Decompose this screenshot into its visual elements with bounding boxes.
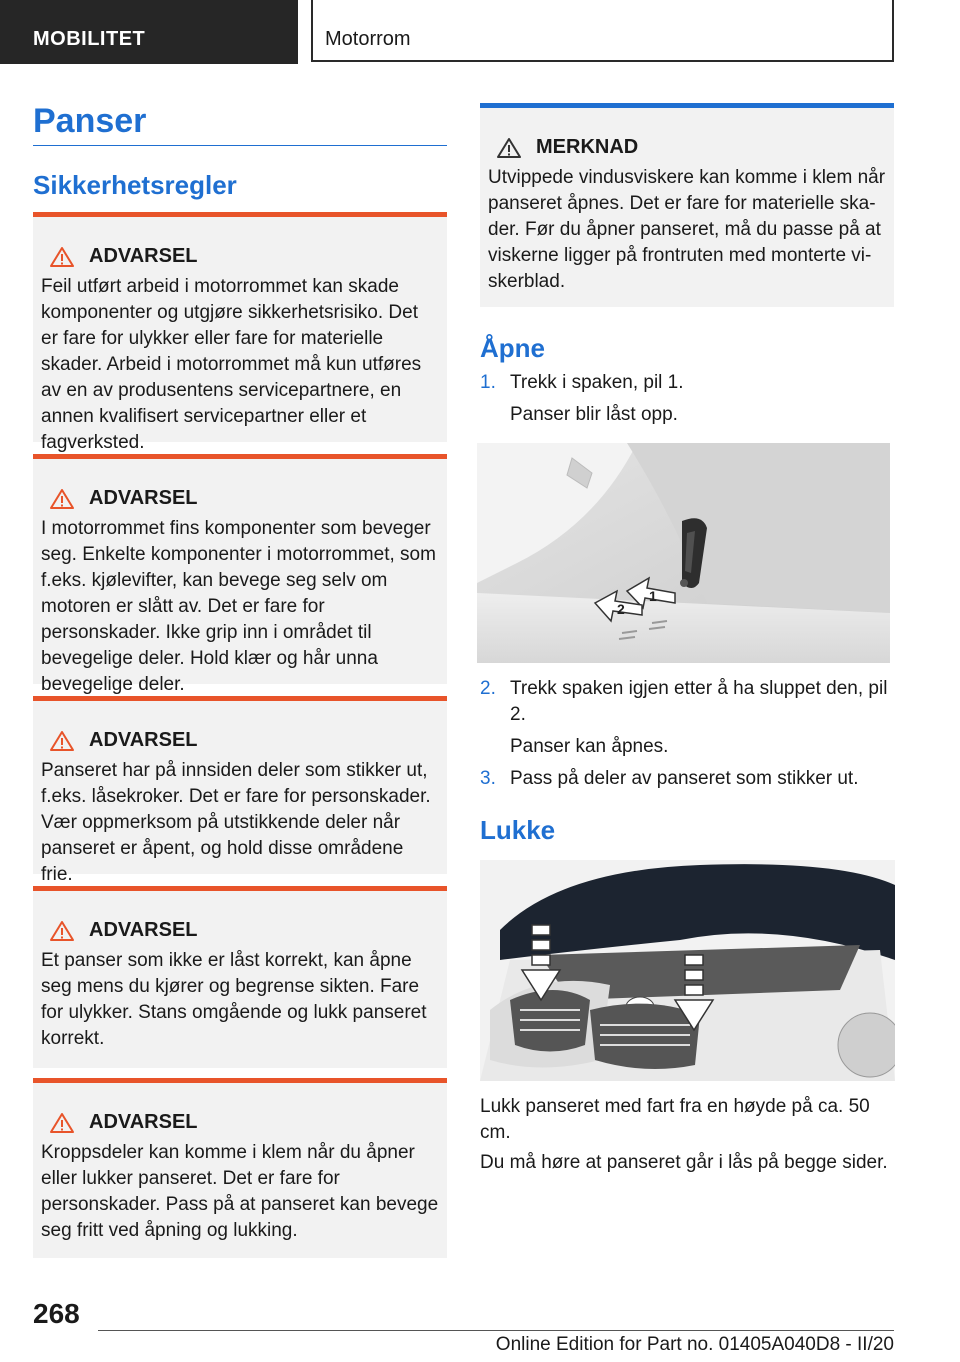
- warning-label: ADVARSEL: [89, 1111, 198, 1133]
- warning-text: Panseret har på innsiden deler som stikker ut, f.eks. låsekroker. Det er fare for personskader. Vær oppmerksom på utstikkende deler når panseret er åpent, og hold disse områdene frie.: [41, 760, 431, 885]
- warning-text: Kroppsdeler kan komme i klem når du åpner eller lukker panseret. Det er fare for personskader. Pass på at panseret kan bevege seg fritt ved åpning og lukking.: [41, 1142, 439, 1241]
- page-title: Panser: [33, 102, 147, 140]
- chapter-label: Motorrom: [325, 28, 411, 50]
- hood-release-illustration: [477, 443, 890, 663]
- warning-label: ADVARSEL: [89, 729, 198, 751]
- arrow-label-1: 1: [649, 588, 657, 604]
- close-instruction: Lukk panseret med fart fra en høyde på ca. 50 cm.: [480, 1096, 870, 1143]
- note-triangle-icon: [496, 137, 522, 159]
- page-number: 268: [33, 1298, 80, 1329]
- footer-divider: [98, 1330, 894, 1331]
- note-text: Utvippede vindusviskere kan komme i klem når panseret åpnes. Det er fare for materielle skader. Før du åpner panseret, må du passe på at viskerne ligger på frontruten med monterte viskerblad.: [488, 167, 886, 292]
- warning-box: [33, 454, 447, 695]
- warning-label: ADVARSEL: [89, 919, 198, 941]
- warning-text: Feil utført arbeid i motorrommet kan skade komponenter og utgjøre sikkerhetsrisiko. Det er fare for ulykker eller fare for materielle skader. Arbeid i motorrommet må kun utføres av en av produsentens servicepartnere, en annen kvalifisert servicepartner eller et fagverksted.: [41, 276, 422, 453]
- warning-triangle-icon: [49, 246, 75, 268]
- step-number: 3.: [480, 768, 496, 789]
- section-heading-open: Åpne: [480, 333, 545, 363]
- step-text: Trekk spaken igjen etter å ha sluppet den, pil 2.: [510, 678, 888, 725]
- step-item: [480, 370, 890, 396]
- step-text: Trekk i spaken, pil 1.: [510, 372, 684, 393]
- note-box: [480, 103, 894, 307]
- close-confirmation: Du må høre at panseret går i lås på begge sider.: [480, 1152, 888, 1173]
- step-number: 2.: [480, 678, 496, 699]
- section-label: MOBILITET: [33, 28, 146, 50]
- title-divider: [33, 145, 447, 146]
- warning-triangle-icon: [49, 488, 75, 510]
- section-tab: [0, 0, 298, 64]
- warning-box: [33, 1078, 447, 1258]
- section-heading-safety: Sikkerhetsregler: [33, 170, 237, 200]
- step-number: 1.: [480, 372, 496, 393]
- note-label: MERKNAD: [536, 136, 639, 158]
- warning-triangle-icon: [49, 920, 75, 942]
- edition-info: Online Edition for Part no. 01405A040D8 - II/20: [495, 1334, 894, 1355]
- step-text: Pass på deler av panseret som stikker ut.: [510, 768, 859, 789]
- warning-text: Et panser som ikke er låst korrekt, kan åpne seg mens du kjører og begrense sikten. Fare for ulykker. Stans omgående og lukk panseret korrekt.: [41, 950, 427, 1049]
- warning-triangle-icon: [49, 1112, 75, 1134]
- warning-label: ADVARSEL: [89, 487, 198, 509]
- warning-label: ADVARSEL: [89, 245, 198, 267]
- chapter-tab: [311, 0, 894, 62]
- warning-triangle-icon: [49, 730, 75, 752]
- step-item: [480, 766, 890, 792]
- section-heading-close: Lukke: [480, 815, 556, 845]
- hood-closing-illustration: [480, 860, 895, 1081]
- step-result: Panser blir låst opp.: [510, 404, 678, 425]
- warning-box: [33, 212, 447, 453]
- arrow-label-2: 2: [617, 601, 625, 617]
- warning-box: [33, 886, 447, 1068]
- step-result: Panser kan åpnes.: [510, 736, 669, 757]
- step-item: [480, 676, 890, 728]
- warning-text: I motorrommet fins komponenter som beveger seg. Enkelte komponenter i motorrommet, som f.eks. kjølevifter, kan bevege seg selv om motoren er slått av. Det er fare for personskader. Ikke grip inn i området til bevegelige deler. Hold klær og hår unna bevegelige deler.: [41, 518, 436, 695]
- warning-box: [33, 696, 447, 885]
